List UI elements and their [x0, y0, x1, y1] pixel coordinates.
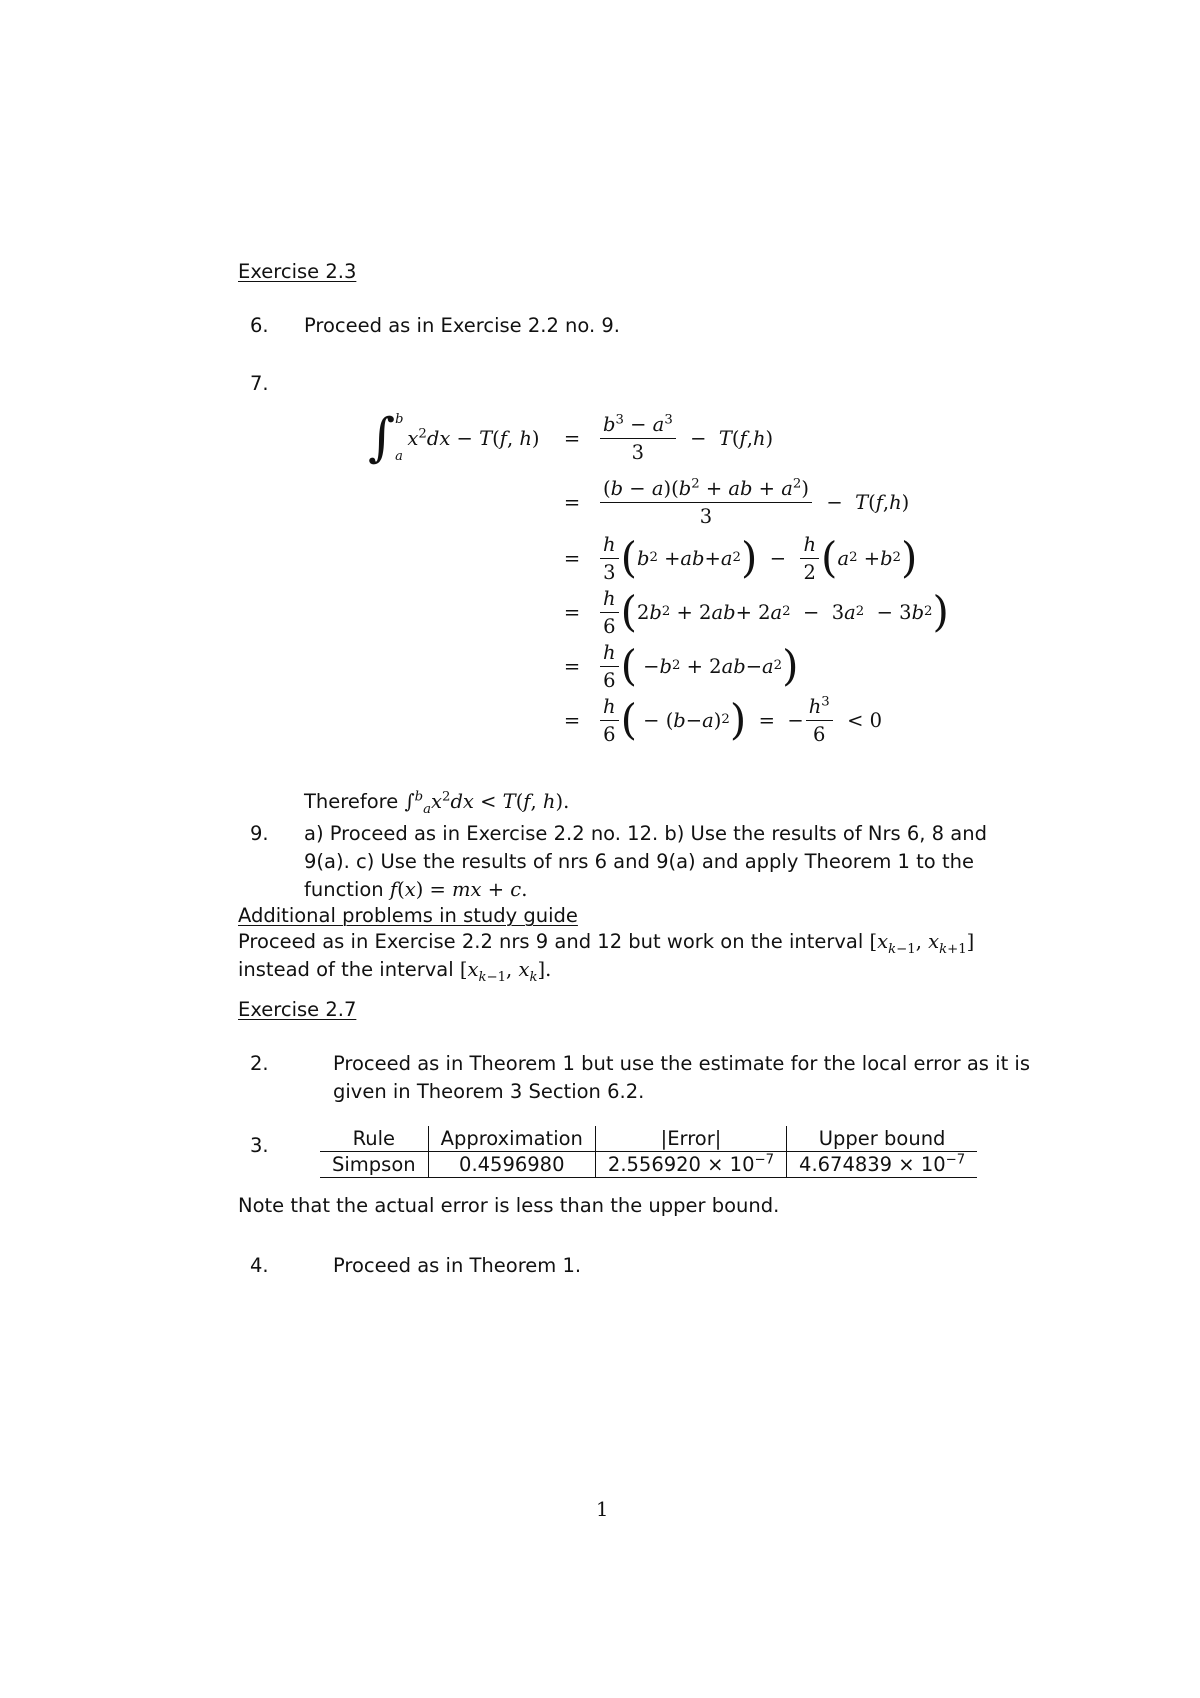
- table-cell-rule: Simpson: [320, 1152, 428, 1178]
- item-2-line-1: Proceed as in Theorem 1 but use the estimate for the local error as it is: [333, 1052, 1030, 1075]
- item-number-3: 3.: [250, 1134, 269, 1157]
- page-number: 1: [596, 1498, 609, 1521]
- table-header-approximation: Approximation: [428, 1126, 595, 1152]
- item-number-4: 4.: [250, 1254, 269, 1277]
- table-header-error: |Error|: [595, 1126, 786, 1152]
- item-9-line-1: a) Proceed as in Exercise 2.2 no. 12. b) Use the results of Nrs 6, 8 and: [304, 822, 987, 845]
- derivation-lhs: ∫ b a $x^2dx - T(f$, h): [368, 408, 540, 468]
- table-row: [320, 1152, 977, 1178]
- results-table: [320, 1126, 977, 1178]
- section-title-exercise-2-7: Exercise 2.7: [238, 998, 357, 1021]
- table-cell-approximation: 0.4596980: [428, 1152, 595, 1178]
- document-page: Exercise 2.3 6. Proceed as in Exercise 2.2 no. 9. 7. ∫ b a $x^2dx - T(f$, h) = $\frac{b^3 - a^3}{3}$ − T ( f , h ) = $\frac{(b - a)(b^2 + ab + a^2)}{3}$ − T ( f , h ) = $\frac{h}{3}$ ( b 2 + ab + a 2 ) − $\frac{h}{2}$ ( a 2 + b 2 ) = $\frac{h}{6}$ ( 2 b 2 + 2 ab + 2 a 2 − 3 a 2 − 3 b 2 ) = $\frac{h}{6}$ ( − b 2 + 2 ab − a 2 ) = $\frac{h}{6}$ ( − ( b − a ) 2 ) = − $\frac{h^3}{6}$ < 0 Therefore $\int^b_ax^2dx < T(f$, h). 9. a) Proceed as in Exercise 2.2 no. 12. b) Use the results of Nrs 6, 8 and 9(a). c) Use the results of nrs 6 and 9(a) and apply Theorem 1 to the function f(x) = mx + c. Additional problems in study guide Proceed as in Exercise 2.2 nrs 9 and 12 but work on the interval [$x_{k-1}$, $x_{k+1}$] instead of the interval [$x_{k-1}$, $x_k$]. Exercise 2.7 2. Proceed as in Theorem 1 but use the estimate for the local error as it is given in Theorem 3 Section 6.2. 3. Rule Approximation |Error| Upper bound Simpson 0.4596980 $2.556920 \times 10^{-7}$ $4.674839 \times 10^{-7}$ Note that the actual error is less than the upper bound. 4. Proceed as in Theorem 1. 1: [238, 260, 1030, 1521]
- item-9-line-3: function f(x) = mx + c.: [304, 878, 528, 901]
- table-header-row: [320, 1126, 977, 1152]
- integral-symbol: ∫: [368, 408, 396, 468]
- therefore-line: Therefore $\int^b_ax^2dx < T(f$, h).: [304, 789, 570, 817]
- note-text: Note that the actual error is less than the upper bound.: [238, 1194, 780, 1217]
- additional-line-1: Proceed as in Exercise 2.2 nrs 9 and 12 but work on the interval [$x_{k-1}$, $x_{k+1}$]: [238, 930, 975, 957]
- item-2-line-2: given in Theorem 3 Section 6.2.: [333, 1080, 645, 1103]
- table-cell-upper-bound: $4.674839 \times 10^{-7}$: [787, 1152, 978, 1178]
- additional-line-2: instead of the interval [$x_{k-1}$, $x_k$].: [238, 958, 552, 985]
- table-cell-error: $2.556920 \times 10^{-7}$: [595, 1152, 786, 1178]
- table-header-rule: Rule: [320, 1126, 428, 1152]
- section-title-exercise-2-3: Exercise 2.3: [238, 260, 357, 283]
- item-6-text: Proceed as in Exercise 2.2 no. 9.: [304, 314, 621, 337]
- item-number-2: 2.: [250, 1052, 269, 1075]
- item-number-7: 7.: [250, 372, 269, 395]
- item-number-9: 9.: [250, 822, 269, 845]
- item-9-line-2: 9(a). c) Use the results of nrs 6 and 9(a) and apply Theorem 1 to the: [304, 850, 974, 873]
- item-4-text: Proceed as in Theorem 1.: [333, 1254, 582, 1277]
- table-header-upper-bound: Upper bound: [787, 1126, 978, 1152]
- additional-problems-title: Additional problems in study guide: [238, 904, 578, 927]
- item-number-6: 6.: [250, 314, 269, 337]
